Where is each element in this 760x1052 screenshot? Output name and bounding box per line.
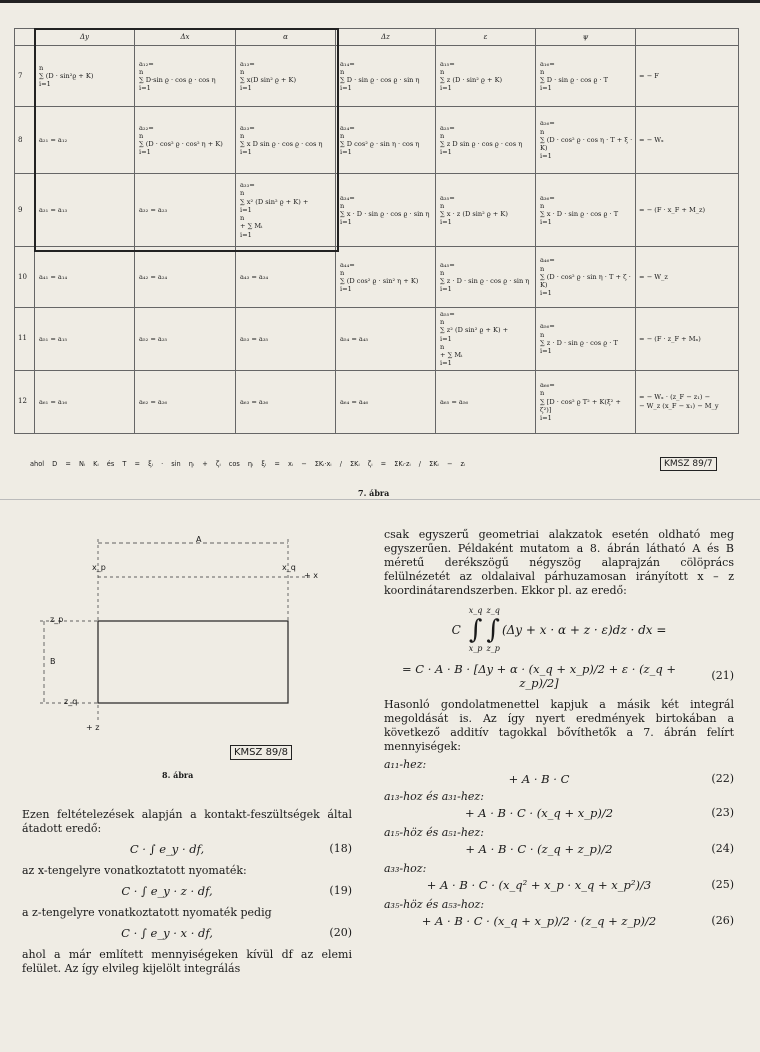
label-a: A <box>196 535 202 544</box>
table-cell: a₁₄= n ∑ D · sin ϱ · cos ϱ · sin η i=1 <box>336 46 436 107</box>
header-empty <box>15 29 35 46</box>
label-b: B <box>50 657 56 666</box>
table-cell: a₅₁ = a₁₅ <box>35 308 135 371</box>
equation-24 <box>384 842 734 856</box>
equation-23 <box>384 806 734 820</box>
table-cell: a₄₆= n ∑ (D · cos² ϱ · sin η · T + ζ · K) i=1 <box>536 247 636 308</box>
table-cell: a₂₄= n ∑ D cos² ϱ · sin η · cos η i=1 <box>336 107 436 174</box>
table-cell: a₆₅ = a₅₆ <box>436 370 536 433</box>
top-rule <box>0 0 760 3</box>
equation: + A · B · C · (x_q² + x_p · x_q + x_p²)/3 <box>426 878 652 892</box>
table-cell: n ∑ (D · sin²ϱ + K) i=1 <box>35 46 135 107</box>
figure-8-caption: 8. ábra <box>162 770 194 780</box>
table-cell: a₆₂ = a₂₆ <box>135 370 236 433</box>
table-cell: a₆₆= n ∑ [D · cos² ϱ T² + K(ξ² + ζ²)] i=1 <box>536 370 636 433</box>
equation: = C · A · B · [Δy + α · (x_q + x_p)/2 + ε · (z_q + z_p)/2] <box>401 662 677 690</box>
table-cell: a₁₅= n ∑ z (D · sin² ϱ + K) i=1 <box>436 46 536 107</box>
paragraph: a z-tengelyre vonatkoztatott nyomaték pedig <box>22 906 272 919</box>
table-cell: a₅₅= n ∑ z² (D sin² ϱ + K) + i=1 n + ∑ Mᵢ i=1 <box>436 308 536 371</box>
figure-7-caption: 7. ábra <box>358 488 390 498</box>
equation-21-integral: C x_q ∫ x_p z_q ∫ z_p (Δy + x · α + z · ε)dz · dx = <box>384 604 734 656</box>
equation-21 <box>384 662 734 690</box>
equation-number: (21) <box>711 669 734 682</box>
paragraph: Ezen feltételezések alapján a kontakt-feszültségek által átadott eredő: <box>22 808 352 835</box>
definitions-line: ahol D = Nᵢ Kᵢ és T = ξᵢ · sin ηᵢ + ζᵢ cos ηᵢ ξᵢ = xᵢ − ΣKᵢ·xᵢ / ΣKᵢ ζᵢ = ΣKᵢ·zᵢ / ΣKᵢ − zᵢ <box>30 460 466 468</box>
table-row <box>15 370 739 433</box>
equation: C · ∫ e_y · x · df, <box>121 926 213 940</box>
label-z-axis: + z <box>86 723 100 732</box>
table-row <box>15 46 739 107</box>
table-row <box>15 174 739 247</box>
table-cell: a₅₃ = a₃₅ <box>236 308 336 371</box>
equation: C · ∫ e_y · z · df, <box>121 884 213 898</box>
table-cell: a₁₂= n ∑ D·sin ϱ · cos ϱ · cos η i=1 <box>135 46 236 107</box>
equation-19 <box>22 884 352 898</box>
table-rhs: = − F <box>636 46 739 107</box>
table-cell: a₆₄ = a₄₆ <box>336 370 436 433</box>
table-cell: a₂₅= n ∑ z D sin ϱ · cos ϱ · cos η i=1 <box>436 107 536 174</box>
label-x-axis: + x <box>304 571 318 580</box>
table-row <box>15 247 739 308</box>
equation-number: (22) <box>711 772 734 785</box>
table-rhs: = − Wₓ <box>636 107 739 174</box>
integral-limits-x: x_q ∫ x_p <box>468 606 483 653</box>
header-dx: Δx <box>135 29 236 46</box>
header-dz: Δz <box>336 29 436 46</box>
equation-label: a₁₅-höz és a₅₁-hez: <box>384 826 484 839</box>
table-rhs: = − Wₓ · (z_F − z₁) − − W_z (x_F − x₁) − M_y <box>636 370 739 433</box>
equation-label: a₃₅-höz és a₅₃-hoz: <box>384 898 485 911</box>
label-zq: z_q <box>64 697 78 706</box>
equation: C · ∫ e_y · df, <box>129 842 205 856</box>
equation-25 <box>384 878 734 892</box>
table-cell: a₃₃= n ∑ x² (D sin² ϱ + K) + i=1 n + ∑ Mᵢ i=1 <box>236 174 336 247</box>
equation-number: (25) <box>711 878 734 891</box>
paragraph: ahol a már említett mennyiségeken kívül df az elemi felület. Az így elvileg kijelölt integrálás <box>22 948 352 975</box>
table-cell: a₄₄= n ∑ (D cos² ϱ · sin² η + K) i=1 <box>336 247 436 308</box>
figure-8-drawing <box>20 535 350 765</box>
table-cell: a₆₁ = a₁₆ <box>35 370 135 433</box>
equation-label: a₃₃-hoz: <box>384 862 427 875</box>
label-zp: z_p <box>50 615 64 624</box>
equation-number: (23) <box>711 806 734 819</box>
header-rhs <box>636 29 739 46</box>
table-header-row <box>15 29 739 46</box>
figure-8 <box>20 535 350 765</box>
table-cell: a₃₂ = a₂₃ <box>135 174 236 247</box>
equation: + A · B · C <box>508 772 570 786</box>
row-number: 11 <box>15 308 35 371</box>
right-column <box>384 528 734 932</box>
header-alpha: α <box>236 29 336 46</box>
header-epsilon: ε <box>436 29 536 46</box>
table-rhs: = − W_z <box>636 247 739 308</box>
equation-20 <box>22 926 352 940</box>
row-number: 10 <box>15 247 35 308</box>
table-cell: a₅₄ = a₄₅ <box>336 308 436 371</box>
figure-8-label: KMSZ 89/8 <box>230 745 292 760</box>
row-number: 7 <box>15 46 35 107</box>
equation-number: (18) <box>329 842 352 855</box>
header-dy: Δy <box>35 29 135 46</box>
row-number: 9 <box>15 174 35 247</box>
row-number: 12 <box>15 370 35 433</box>
equation-number: (20) <box>329 926 352 939</box>
table-cell: a₁₃= n ∑ x(D sin² ϱ + K) i=1 <box>236 46 336 107</box>
equation-number: (24) <box>711 842 734 855</box>
equation-22 <box>384 772 734 786</box>
separator <box>0 499 760 500</box>
integrand: (Δy + x · α + z · ε)dz · dx = <box>501 623 667 637</box>
table-cell: a₃₁ = a₁₃ <box>35 174 135 247</box>
table-cell: a₄₅= n ∑ z · D · sin ϱ · cos ϱ · sin η i=1 <box>436 247 536 308</box>
table-rhs: = − (F · x_F + M_z) <box>636 174 739 247</box>
table-cell: a₄₃ = a₃₄ <box>236 247 336 308</box>
header-psi: ψ <box>536 29 636 46</box>
equation: + A · B · C · (x_q + x_p)/2 · (z_q + z_p)/2 <box>421 914 657 928</box>
integral-limits-z: z_q ∫ z_p <box>486 606 500 653</box>
equation: + A · B · C · (x_q + x_p)/2 <box>464 806 614 820</box>
label-xq: x_q <box>282 563 296 572</box>
table-row <box>15 107 739 174</box>
table-cell: a₅₂ = a₂₅ <box>135 308 236 371</box>
table-cell: a₂₆= n ∑ (D · cos² ϱ · cos η · T + ξ · K) i=1 <box>536 107 636 174</box>
equation-26 <box>384 914 734 928</box>
table-cell: a₁₆= n ∑ D · sin ϱ · cos ϱ · T i=1 <box>536 46 636 107</box>
paragraph: az x-tengelyre vonatkoztatott nyomaték: <box>22 864 247 877</box>
table-cell: a₂₁ = a₁₂ <box>35 107 135 174</box>
table-cell: a₃₆= n ∑ x · D · sin ϱ · cos ϱ · T i=1 <box>536 174 636 247</box>
equation-18 <box>22 842 352 856</box>
figure-7-label: KMSZ 89/7 <box>660 457 717 471</box>
table-cell: a₄₂ = a₂₄ <box>135 247 236 308</box>
table-cell: a₃₅= n ∑ x · z (D sin² ϱ + K) i=1 <box>436 174 536 247</box>
table-cell: a₄₁ = a₁₄ <box>35 247 135 308</box>
table-cell: a₃₄= n ∑ x · D · sin ϱ · cos ϱ · sin η i=1 <box>336 174 436 247</box>
table-cell: a₂₃= n ∑ x D sin ϱ · cos ϱ · cos η i=1 <box>236 107 336 174</box>
equation: + A · B · C · (z_q + z_p)/2 <box>465 842 613 856</box>
paragraph: csak egyszerű geometriai alakzatok esetén oldható meg egyszerűen. Példaként mutatom a 8. ábrán látható A és B méretű derékszögű négyszög alaprajzán cölöprács felülnézetét az oldalaival párhuzamosan irányított x – z koordinátarendszerben. Ekkor pl. az eredő: <box>384 528 734 597</box>
equation-label: a₁₃-hoz és a₃₁-hez: <box>384 790 484 803</box>
label-xp: x_p <box>92 563 106 572</box>
equation-number: (26) <box>711 914 734 927</box>
table-row <box>15 308 739 371</box>
table-cell: a₅₆= n ∑ z · D · sin ϱ · cos ϱ · T i=1 <box>536 308 636 371</box>
paragraph: Hasonló gondolatmenettel kapjuk a másik két integrál megoldását is. Az így nyert eredmények birtokában a következő additív tagokkal bővíthetők a 7. ábrán felírt mennyiségek: <box>384 698 734 753</box>
table-cell: a₂₂= n ∑ (D · cos² ϱ · cos² η + K) i=1 <box>135 107 236 174</box>
equation-number: (19) <box>329 884 352 897</box>
row-number: 8 <box>15 107 35 174</box>
table-rhs: = − (F · z_F + Mₓ) <box>636 308 739 371</box>
equation-label: a₁₁-hez: <box>384 758 427 771</box>
coefficient-table <box>14 28 739 434</box>
table-cell: a₆₃ = a₃₆ <box>236 370 336 433</box>
left-column <box>22 808 352 980</box>
